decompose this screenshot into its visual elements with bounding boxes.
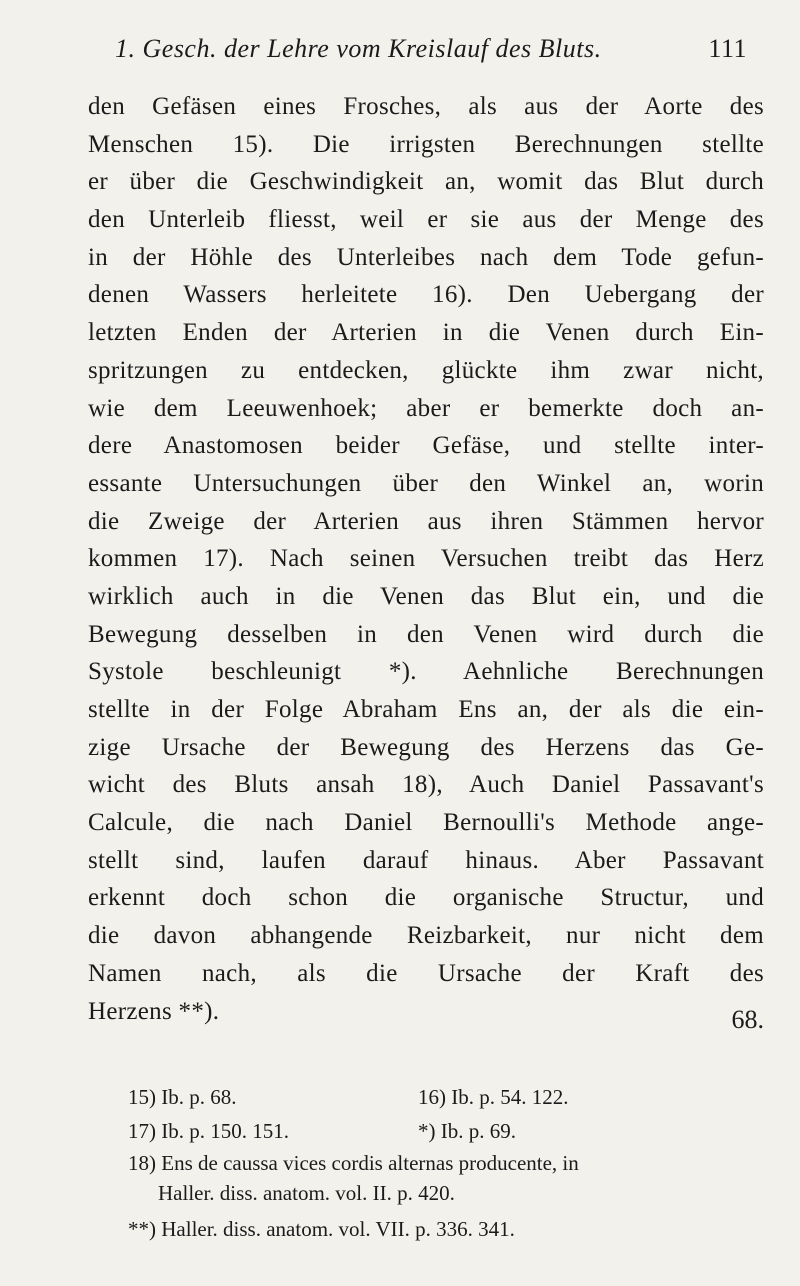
text-line: zige Ursache der Bewegung des Herzens das Ge-: [88, 733, 764, 761]
text-line: die Zweige der Arterien aus ihren Stämmen hervor: [88, 507, 764, 535]
text-line: Bewegung desselben in den Venen wird durch die: [88, 620, 764, 648]
text-line: denen Wassers herleitete 16). Den Uebergang der: [88, 281, 764, 309]
footnote-18-line1: 18) Ens de caussa vices cordis alternas producente, in: [128, 1151, 579, 1175]
text-line: den Gefäsen eines Frosches, als aus der Aorte des: [88, 93, 764, 120]
text-line: Herzens **).: [88, 997, 220, 1025]
text-line: er über die Geschwindigkeit an, womit das Blut durch: [88, 168, 764, 196]
text-line: wirklich auch in die Venen das Blut ein, und die: [88, 582, 764, 610]
text-line: Menschen 15). Die irrigsten Berechnungen stellte: [88, 130, 764, 158]
text-line: den Unterleib fliesst, weil er sie aus der Menge des: [88, 206, 764, 234]
text-line: die davon abhangende Reizbarkeit, nur nicht dem: [88, 922, 764, 950]
footnote-row: [128, 1080, 768, 1114]
footnote-16: 16) Ib. p. 54. 122.: [418, 1085, 569, 1109]
page-number: 111: [708, 34, 747, 63]
text-line: stellte in der Folge Abraham Ens an, der als die ein-: [88, 696, 764, 723]
main-text: [88, 88, 764, 1030]
footnote-15: 15) Ib. p. 68.: [128, 1085, 237, 1109]
text-line: stellt sind, laufen darauf hinaus. Aber Passavant: [88, 846, 764, 874]
text-line: letzten Enden der Arterien in die Venen durch Ein-: [88, 319, 764, 347]
text-line: wie dem Leeuwenhoek; aber er bemerkte doch an-: [88, 394, 764, 422]
footnote-18: [128, 1148, 768, 1208]
footnote-double-star: **) Haller. diss. anatom. vol. VII. p. 336. 341.: [128, 1217, 515, 1241]
catchword: 68.: [731, 1005, 764, 1034]
running-head: 1. Gesch. der Lehre vom Kreislauf des Bluts.: [115, 34, 602, 63]
footnote-star: *) Ib. p. 69.: [418, 1119, 516, 1143]
text-line: essante Untersuchungen über den Winkel an, worin: [88, 469, 764, 497]
text-line: kommen 17). Nach seinen Versuchen treibt das Herz: [88, 545, 764, 573]
text-line: Systole beschleunigt *). Aehnliche Berechnungen: [88, 658, 764, 686]
text-line: spritzungen zu entdecken, glückte ihm zwar nicht,: [88, 356, 764, 384]
text-line: in der Höhle des Unterleibes nach dem Tode gefun-: [88, 243, 764, 271]
footnotes: [128, 1080, 768, 1246]
text-line: dere Anastomosen beider Gefäse, und stellte inter-: [88, 432, 764, 460]
page-header: [115, 34, 765, 74]
footnote-row: [128, 1114, 768, 1148]
text-line: wicht des Bluts ansah 18), Auch Daniel Passavant's: [88, 771, 764, 799]
text-line: erkennt doch schon die organische Structur, und: [88, 884, 764, 912]
text-line: Calcule, die nach Daniel Bernoulli's Methode ange-: [88, 809, 764, 837]
text-line: Namen nach, als die Ursache der Kraft des: [88, 959, 764, 987]
footnote-18-line2: Haller. diss. anatom. vol. II. p. 420.: [158, 1181, 455, 1205]
footnote-17: 17) Ib. p. 150. 151.: [128, 1119, 289, 1143]
